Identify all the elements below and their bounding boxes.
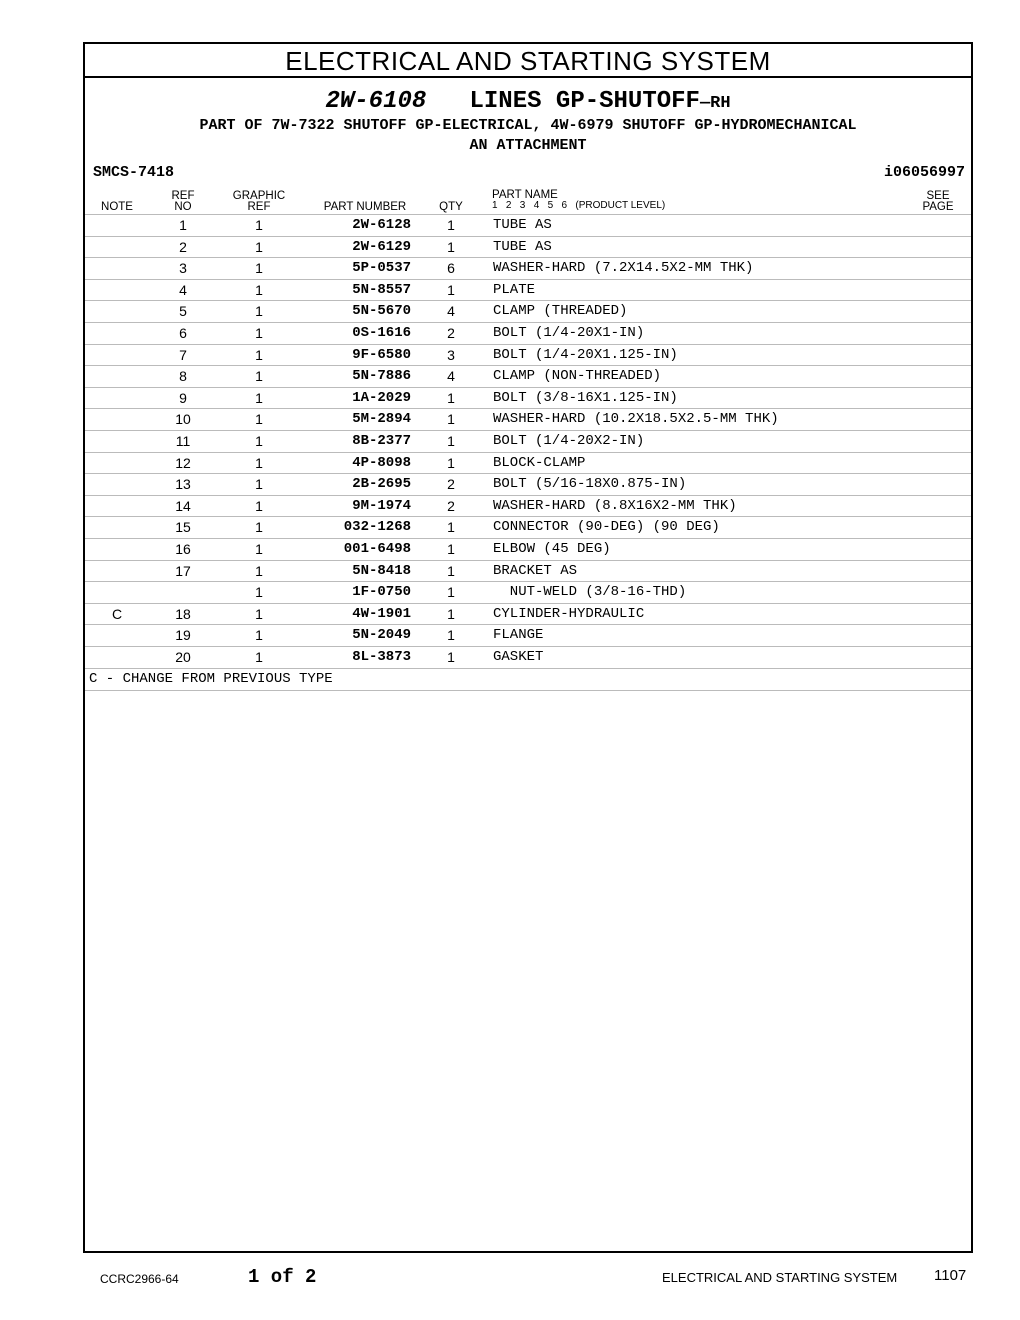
header-ref-top: REF — [171, 190, 195, 202]
row-ref-no: 20 — [175, 649, 191, 665]
row-ref-no: 18 — [175, 605, 191, 622]
row-ref-no: 14 — [175, 497, 191, 514]
row-qty: 2 — [447, 476, 455, 493]
row-graphic-ref: 1 — [255, 584, 263, 601]
footer-page-number: 1107 — [934, 1267, 967, 1284]
row-qty: 1 — [447, 411, 455, 428]
row-qty: 1 — [447, 627, 455, 644]
row-part-name: WASHER-HARD (8.8X16X2-MM THK) — [493, 497, 737, 514]
row-graphic-ref: 1 — [255, 497, 263, 514]
row-part-name: BRACKET AS — [493, 562, 578, 579]
footer-doc-id: CCRC2966-64 — [100, 1272, 179, 1286]
table-row — [85, 345, 971, 367]
footer-page-of: 1 of 2 — [248, 1266, 317, 1288]
row-ref-no: 8 — [179, 368, 187, 385]
table-row — [85, 496, 971, 518]
row-part-name: TUBE AS — [493, 238, 552, 255]
row-ref-no: 9 — [179, 389, 187, 406]
table-row — [85, 453, 971, 475]
table-row — [85, 215, 971, 237]
row-part-name: CYLINDER-HYDRAULIC — [493, 605, 645, 622]
row-qty: 1 — [447, 519, 455, 536]
footer-section: ELECTRICAL AND STARTING SYSTEM — [662, 1270, 898, 1285]
row-part-number: 2W-6129 — [352, 238, 411, 255]
row-part-name: FLANGE — [493, 627, 544, 644]
table-row — [85, 388, 971, 410]
header-graphic-bottom: REF — [247, 201, 271, 213]
row-part-number: 1A-2029 — [352, 389, 411, 406]
table-row — [85, 561, 971, 583]
group-title — [85, 88, 971, 118]
row-part-name: TUBE AS — [493, 217, 552, 233]
header-ref-bottom: NO — [174, 201, 192, 213]
row-part-name: CLAMP (THREADED) — [493, 303, 628, 320]
row-graphic-ref: 1 — [255, 346, 263, 363]
row-part-number: 2W-6128 — [352, 217, 411, 233]
row-part-name: PLATE — [493, 281, 536, 298]
table-row — [85, 409, 971, 431]
row-part-name: WASHER-HARD (10.2X18.5X2.5-MM THK) — [493, 411, 779, 428]
part-of-line-2: AN ATTACHMENT — [469, 137, 587, 154]
row-part-name: BLOCK-CLAMP — [493, 454, 586, 471]
header-graphic-top: GRAPHIC — [232, 190, 286, 202]
row-ref-no: 17 — [175, 562, 191, 579]
row-part-name: BOLT (5/16-18X0.875-IN) — [493, 476, 687, 493]
row-part-number: 2B-2695 — [352, 476, 411, 493]
row-part-number: 8L-3873 — [352, 649, 411, 665]
table-row — [85, 582, 971, 604]
table-row — [85, 301, 971, 323]
row-graphic-ref: 1 — [255, 368, 263, 385]
smcs-code: SMCS-7418 — [93, 164, 175, 181]
row-graphic-ref: 1 — [255, 325, 263, 341]
row-qty: 1 — [447, 562, 455, 579]
table-row — [85, 280, 971, 302]
table-row — [85, 647, 971, 669]
row-qty: 1 — [447, 584, 455, 601]
row-graphic-ref: 1 — [255, 562, 263, 579]
row-part-name: CLAMP (NON-THREADED) — [493, 368, 662, 385]
header-qty: QTY — [439, 201, 463, 213]
row-graphic-ref: 1 — [255, 519, 263, 536]
row-part-name: WASHER-HARD (7.2X14.5X2-MM THK) — [493, 260, 754, 277]
row-part-number: 5M-2894 — [352, 411, 411, 428]
row-graphic-ref: 1 — [255, 605, 263, 622]
table-row — [85, 539, 971, 561]
row-part-number: 0S-1616 — [352, 325, 411, 341]
row-qty: 2 — [447, 325, 455, 341]
row-qty: 4 — [447, 303, 455, 320]
part-of-line-1: PART OF 7W-7322 SHUTOFF GP-ELECTRICAL, 4W-6979 SHUTOFF GP-HYDROMECHANICAL — [199, 117, 857, 134]
row-ref-no: 5 — [179, 303, 187, 320]
table-row — [85, 604, 971, 626]
row-qty: 3 — [447, 346, 455, 363]
row-part-name: BOLT (3/8-16X1.125-IN) — [493, 389, 678, 406]
row-graphic-ref: 1 — [255, 649, 263, 665]
table-row — [85, 258, 971, 280]
row-part-number: 4P-8098 — [352, 454, 411, 471]
illustration-id: i06056997 — [883, 164, 965, 181]
row-qty: 1 — [447, 454, 455, 471]
header-part-number: PART NUMBER — [323, 201, 407, 213]
row-part-name: NUT-WELD (3/8-16-THD) — [493, 584, 687, 601]
row-note: C — [111, 605, 123, 622]
group-part-number: 2W-6108 — [325, 88, 427, 115]
row-graphic-ref: 1 — [255, 389, 263, 406]
section-title: ELECTRICAL AND STARTING SYSTEM — [85, 44, 971, 78]
row-graphic-ref: 1 — [255, 454, 263, 471]
row-qty: 1 — [447, 389, 455, 406]
note-legend: C - CHANGE FROM PREVIOUS TYPE — [85, 669, 971, 691]
page-frame — [83, 42, 973, 1253]
row-part-number: 1F-0750 — [352, 584, 411, 601]
row-qty: 1 — [447, 217, 455, 233]
row-graphic-ref: 1 — [255, 238, 263, 255]
row-qty: 1 — [447, 541, 455, 557]
row-ref-no: 12 — [175, 454, 191, 471]
row-graphic-ref: 1 — [255, 476, 263, 493]
row-ref-no: 4 — [179, 281, 187, 298]
row-ref-no: 10 — [175, 411, 191, 428]
row-qty: 1 — [447, 433, 455, 449]
row-part-number: 032-1268 — [343, 519, 411, 536]
row-graphic-ref: 1 — [255, 433, 263, 449]
row-part-number: 8B-2377 — [352, 433, 411, 449]
row-part-number: 9F-6580 — [352, 346, 411, 363]
row-graphic-ref: 1 — [255, 411, 263, 428]
row-ref-no: 13 — [175, 476, 191, 493]
row-graphic-ref: 1 — [255, 260, 263, 277]
group-suffix: —RH — [699, 94, 731, 113]
row-qty: 1 — [447, 238, 455, 255]
table-row — [85, 366, 971, 388]
row-part-number: 9M-1974 — [352, 497, 411, 514]
row-qty: 4 — [447, 368, 455, 385]
table-row — [85, 323, 971, 345]
table-row — [85, 237, 971, 259]
row-part-number: 5N-7886 — [352, 368, 411, 385]
row-part-number: 5N-8418 — [352, 562, 411, 579]
row-qty: 1 — [447, 605, 455, 622]
row-part-number: 001-6498 — [343, 541, 411, 557]
row-ref-no: 6 — [179, 325, 187, 341]
row-graphic-ref: 1 — [255, 627, 263, 644]
row-part-number: 5N-5670 — [352, 303, 411, 320]
row-qty: 1 — [447, 649, 455, 665]
row-graphic-ref: 1 — [255, 217, 263, 233]
row-qty: 1 — [447, 281, 455, 298]
header-note: NOTE — [101, 201, 133, 213]
row-ref-no: 16 — [175, 541, 191, 557]
row-ref-no: 15 — [175, 519, 191, 536]
row-part-name: CONNECTOR (90-DEG) (90 DEG) — [493, 519, 720, 536]
row-part-name: GASKET — [493, 649, 544, 665]
header-product-levels: 1 2 3 4 5 6 (PRODUCT LEVEL) — [492, 200, 666, 211]
row-part-name: BOLT (1/4-20X1.125-IN) — [493, 346, 678, 363]
row-part-number: 5P-0537 — [352, 260, 411, 277]
row-graphic-ref: 1 — [255, 541, 263, 557]
table-row — [85, 431, 971, 453]
header-part-name: PART NAME — [492, 189, 558, 201]
table-row — [85, 474, 971, 496]
table-row — [85, 517, 971, 539]
row-part-name: BOLT (1/4-20X1-IN) — [493, 325, 645, 341]
row-qty: 6 — [447, 260, 455, 277]
row-ref-no: 2 — [179, 238, 187, 255]
group-name: LINES GP-SHUTOFF — [469, 88, 700, 115]
row-qty: 2 — [447, 497, 455, 514]
table-row — [85, 625, 971, 647]
row-part-name: ELBOW (45 DEG) — [493, 541, 611, 557]
row-part-number: 5N-2049 — [352, 627, 411, 644]
row-graphic-ref: 1 — [255, 281, 263, 298]
row-ref-no: 11 — [175, 433, 191, 449]
row-part-name: BOLT (1/4-20X2-IN) — [493, 433, 645, 449]
row-ref-no: 7 — [179, 346, 187, 363]
row-ref-no: 1 — [179, 217, 187, 233]
header-see-bottom: PAGE — [922, 201, 954, 213]
row-ref-no: 19 — [175, 627, 191, 644]
row-part-number: 5N-8557 — [352, 281, 411, 298]
row-ref-no: 3 — [179, 260, 187, 277]
header-see-top: SEE — [926, 190, 950, 202]
row-part-number: 4W-1901 — [352, 605, 411, 622]
row-graphic-ref: 1 — [255, 303, 263, 320]
